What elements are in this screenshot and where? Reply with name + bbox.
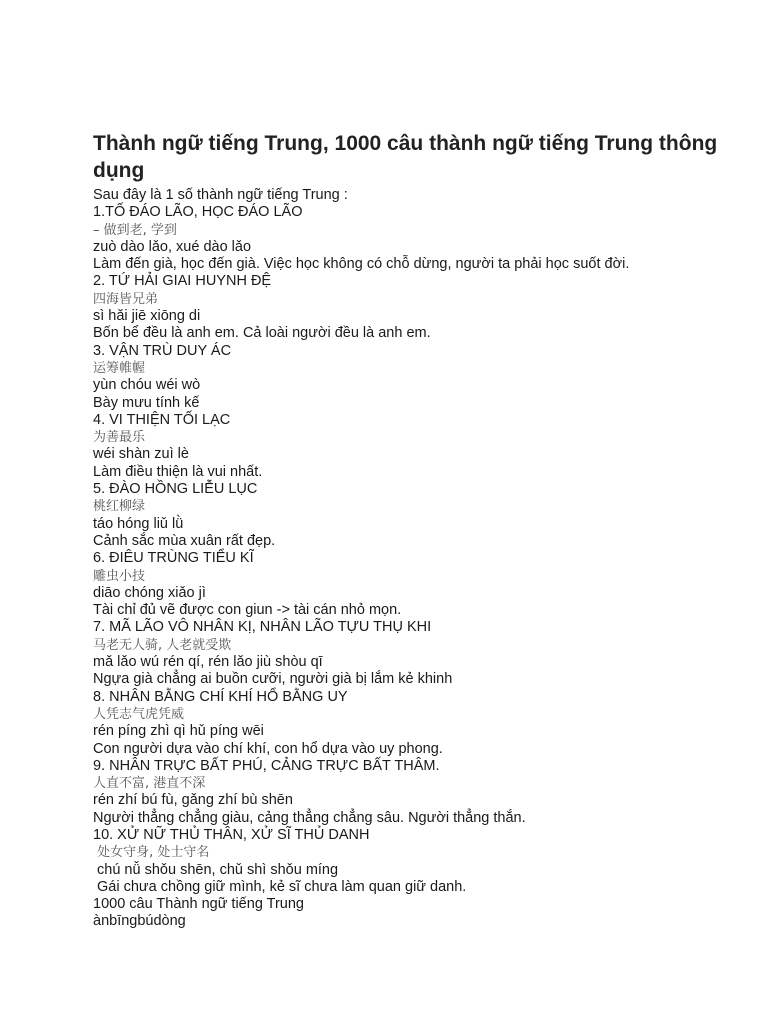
idiom-pinyin: rén píng zhì qì hǔ píng wēi	[93, 723, 264, 740]
idiom-hanzi: 雕虫小技	[93, 568, 146, 584]
idiom-entry	[93, 204, 733, 273]
idiom-entry	[93, 619, 733, 688]
idiom-hanzi: 四海皆兄弟	[93, 291, 159, 307]
idiom-pinyin: rén zhí bú fù, gǎng zhí bù shēn	[93, 792, 293, 809]
idiom-heading: 3. VẬN TRÙ DUY ÁC	[93, 342, 232, 359]
idiom-pinyin: diāo chóng xiǎo jì	[93, 584, 206, 601]
document-title: Thành ngữ tiếng Trung, 1000 câu thành ngữ tiếng Trung thông dụng	[93, 132, 718, 182]
idiom-heading: 5. ĐÀO HỒNG LIỄU LỤC	[93, 481, 258, 498]
idiom-entry	[93, 827, 733, 896]
idiom-meaning: Gái chưa chồng giữ mình, kẻ sĩ chưa làm quan giữ danh.	[93, 878, 467, 895]
idiom-meaning: Tài chỉ đủ vẽ được con giun -> tài cán nhỏ mọn.	[93, 602, 402, 619]
idiom-pinyin: chú nǚ shǒu shēn, chǔ shì shǒu míng	[93, 861, 339, 878]
idiom-pinyin: sì hǎi jiē xiōng di	[93, 308, 201, 325]
idiom-heading: 8. NHÂN BẰNG CHÍ KHÍ HỔ BẰNG UY	[93, 688, 348, 705]
idiom-pinyin: yùn chóu wéi wò	[93, 377, 201, 394]
document-page	[93, 130, 733, 931]
idiom-heading: 4. VI THIỆN TỐI LẠC	[93, 411, 231, 428]
idiom-meaning: Con người dựa vào chí khí, con hổ dựa vào uy phong.	[93, 740, 443, 757]
idiom-hanzi: 人直不富, 港直不深	[93, 776, 206, 792]
idiom-entry	[93, 481, 733, 550]
idiom-entry	[93, 343, 733, 412]
idiom-meaning: Làm đến già, học đến già. Việc học không có chỗ dừng, người ta phải học suốt đời.	[93, 256, 630, 273]
idiom-hanzi: 桃红柳绿	[93, 499, 146, 515]
idiom-heading: 6. ĐIÊU TRÙNG TIỂU KĨ	[93, 550, 254, 567]
idiom-heading: 2. TỨ HẢI GIAI HUYNH ĐỆ	[93, 273, 272, 290]
idiom-pinyin: mǎ lǎo wú rén qí, rén lǎo jiù shòu qī	[93, 654, 323, 671]
idiom-meaning: Làm điều thiện là vui nhất.	[93, 463, 263, 480]
idiom-meaning: Ngựa già chẳng ai buồn cưỡi, người già bị lắm kẻ khinh	[93, 671, 453, 688]
idiom-heading: 1.TỐ ĐÁO LÃO, HỌC ĐÁO LÃO	[93, 204, 303, 221]
idiom-hanzi: 处女守身, 处士守名	[93, 845, 210, 861]
idiom-hanzi: – 做到老, 学到	[93, 222, 177, 238]
idiom-pinyin: zuò dào lǎo, xué dào lǎo	[93, 238, 252, 255]
footer-pinyin-line: ànbīngbúdòng	[93, 913, 186, 930]
idiom-entry	[93, 689, 733, 758]
idiom-meaning: Bày mưu tính kế	[93, 394, 200, 411]
idiom-list	[93, 204, 733, 896]
footer-line: 1000 câu Thành ngữ tiếng Trung	[93, 896, 304, 913]
idiom-entry	[93, 412, 733, 481]
idiom-entry	[93, 273, 733, 342]
idiom-hanzi: 人凭志气虎凭威	[93, 706, 185, 722]
idiom-meaning: Người thẳng chẳng giàu, cảng thẳng chẳng sâu. Người thẳng thắn.	[93, 809, 526, 826]
idiom-entry	[93, 758, 733, 827]
idiom-heading: 7. MÃ LÃO VÔ NHÂN KỊ, NHÂN LÃO TỰU THỤ KHI	[93, 619, 432, 636]
idiom-heading: 10. XỬ NỮ THỦ THÂN, XỬ SĨ THỦ DANH	[93, 826, 370, 843]
idiom-pinyin: táo hóng liǔ lǜ	[93, 515, 184, 532]
idiom-pinyin: wéi shàn zuì lè	[93, 446, 189, 463]
idiom-meaning: Cảnh sắc mùa xuân rất đẹp.	[93, 532, 276, 549]
idiom-entry	[93, 550, 733, 619]
idiom-hanzi: 为善最乐	[93, 430, 146, 446]
idiom-heading: 9. NHÂN TRỰC BẤT PHÚ, CẢNG TRỰC BẤT THÂM.	[93, 757, 440, 774]
idiom-hanzi: 运筹帷幄	[93, 360, 146, 376]
idiom-meaning: Bốn bể đều là anh em. Cả loài người đều là anh em.	[93, 325, 431, 342]
intro-text: Sau đây là 1 số thành ngữ tiếng Trung :	[93, 187, 348, 203]
idiom-hanzi: 马老无人骑, 人老就受欺	[93, 637, 232, 653]
